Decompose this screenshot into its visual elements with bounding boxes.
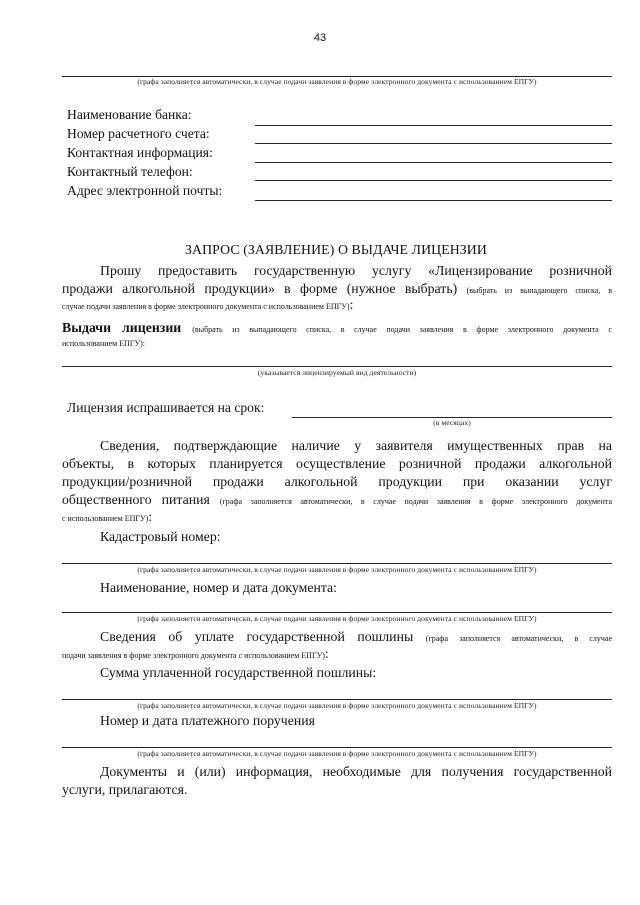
fee-line-2-note: подачи заявления в форме электронного документа с использованием ЕПГУ) xyxy=(62,651,325,660)
request-line-2-note: (выбрать из выпадающего списка, в xyxy=(466,286,613,295)
document-note: (графа заполняется автоматически, в случае подачи заявления в форме электронного документа с использованием ЕПГУ) xyxy=(137,614,537,623)
issuance-line-2 xyxy=(62,333,612,353)
fee-line-2-colon: : xyxy=(324,646,329,661)
contact-phone-label: Контактный телефон: xyxy=(67,164,193,179)
request-line-3-colon: : xyxy=(349,297,354,312)
payment-field[interactable] xyxy=(62,747,612,748)
request-line-1 xyxy=(100,262,612,280)
email-field[interactable] xyxy=(255,200,612,201)
property-line-3-text: продукции/розничной продажи алкогольной продукции при оказании услуг xyxy=(62,474,612,489)
fee-line-2 xyxy=(62,645,612,665)
issuance-note-1: (выбрать из выпадающего списка, в случае подачи заявления в форме электронного документа с xyxy=(192,325,612,334)
payment-note: (графа заполняется автоматически, в случае подачи заявления в форме электронного документа с использованием ЕПГУ) xyxy=(137,749,537,758)
fee-line-1-note: (графа заполняется автоматически, в случае xyxy=(425,634,613,643)
fee-line-1-text: Сведения об уплате государственной пошлины xyxy=(100,629,414,644)
property-line-2 xyxy=(62,455,612,473)
attached-line-1 xyxy=(100,763,612,781)
term-unit-note: (в месяцах) xyxy=(433,418,471,427)
property-line-1 xyxy=(100,437,612,455)
property-line-2-text: объекты, в которых планируется осуществление розничной продажи алкогольной xyxy=(62,456,612,471)
contact-info-field[interactable] xyxy=(255,162,612,163)
activity-note: (указывается лицензируемый вид деятельности) xyxy=(257,368,417,377)
issuance-note-2: использованием ЕПГУ): xyxy=(62,339,145,348)
property-line-3 xyxy=(62,473,612,491)
property-line-5-colon: : xyxy=(148,509,153,524)
fee-sum-field[interactable] xyxy=(62,699,612,700)
activity-field[interactable] xyxy=(62,366,612,367)
contact-phone-field[interactable] xyxy=(255,180,612,181)
issuance-bold-label: Выдачи лицензии xyxy=(62,320,182,335)
email-label: Адрес электронной почты: xyxy=(67,183,223,198)
fee-sum-label: Сумма уплаченной государственной пошлины: xyxy=(100,665,377,680)
property-line-5 xyxy=(62,508,612,528)
property-line-4-note: (графа заполняется автоматически, в случае подачи заявления в форме электронного документа xyxy=(219,497,612,506)
fee-sum-note: (графа заполняется автоматически, в случае подачи заявления в форме электронного документа с использованием ЕПГУ) xyxy=(137,701,537,710)
property-line-1-text: Сведения, подтверждающие наличие у заявителя имущественных прав на xyxy=(100,438,612,453)
property-line-4-text: общественного питания xyxy=(62,492,210,507)
cadastral-label: Кадастровый номер: xyxy=(100,529,221,544)
page-number: 43 xyxy=(313,32,327,44)
request-line-3-note: случае подачи заявления в форме электронного документа с использованием ЕПГУ) xyxy=(62,302,350,311)
page-title: ЗАПРОС (ЗАЯВЛЕНИЕ) О ВЫДАЧЕ ЛИЦЕНЗИИ xyxy=(185,242,487,257)
document-field[interactable] xyxy=(62,612,612,613)
bank-name-label: Наименование банка: xyxy=(67,107,192,122)
account-number-label: Номер расчетного счета: xyxy=(67,126,210,141)
account-number-field[interactable] xyxy=(255,143,612,144)
cadastral-note: (графа заполняется автоматически, в случае подачи заявления в форме электронного документа с использованием ЕПГУ) xyxy=(137,565,537,574)
attached-line-1-text: Документы и (или) информация, необходимые для получения государственной xyxy=(100,764,612,779)
request-line-3 xyxy=(62,296,612,316)
term-label: Лицензия испрашивается на срок: xyxy=(67,400,265,415)
contact-info-label: Контактная информация: xyxy=(67,145,213,160)
attached-line-2: услуги, прилагаются. xyxy=(62,782,188,797)
property-line-5-note: с использованием ЕПГУ) xyxy=(62,514,149,523)
cadastral-field[interactable] xyxy=(62,563,612,564)
bank-name-field[interactable] xyxy=(255,125,612,126)
payment-label: Номер и дата платежного поручения xyxy=(100,713,315,728)
document-label: Наименование, номер и дата документа: xyxy=(100,580,337,595)
auto-note-top: (графа заполняется автоматически, в случае подачи заявления в форме электронного документа с использованием ЕПГУ) xyxy=(137,77,537,86)
request-line-1-text: Прошу предоставить государственную услугу «Лицензирование розничной xyxy=(100,263,612,278)
request-line-2-text: продажи алкогольной продукции» в форме (нужное выбрать) xyxy=(62,281,458,296)
